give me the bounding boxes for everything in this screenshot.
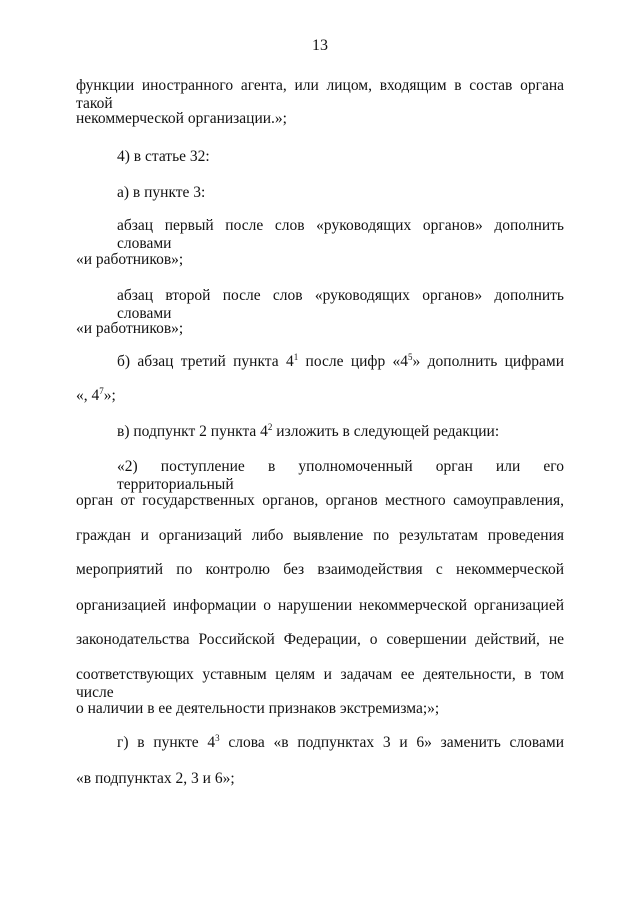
list-item-b: [117, 353, 564, 371]
text-segment: слова «в подпунктах 3 и 6» заменить словами: [219, 734, 564, 751]
text-line: о наличии в ее деятельности признаков экстремизма;»;: [76, 700, 440, 717]
superscript: 7: [99, 386, 104, 396]
superscript: 3: [215, 733, 220, 743]
text-line: абзац второй после слов «руководящих органов» дополнить словами: [117, 287, 564, 322]
text-segment: после цифр «4: [298, 353, 409, 370]
list-item-a: а) в пункте 3:: [117, 184, 206, 201]
text-line: абзац первый после слов «руководящих органов» дополнить словами: [117, 217, 564, 252]
list-item-4: 4) в статье 32:: [117, 148, 210, 165]
list-item-g: [117, 734, 564, 752]
text-line: орган от государственных органов, органов местного самоуправления,: [76, 492, 564, 509]
text-segment: »;: [103, 387, 116, 404]
text-segment: в) подпункт 2 пункта 4: [117, 423, 268, 440]
text-line: граждан и организаций либо выявление по результатам проведения: [76, 527, 564, 544]
superscript: 2: [267, 422, 273, 432]
text-segment: «, 4: [76, 387, 100, 404]
text-segment: г) в пункте 4: [117, 734, 216, 751]
text-segment: б) абзац третий пункта 4: [117, 353, 294, 370]
text-line: некоммерческой организации.»;: [76, 110, 287, 127]
superscript: 1: [293, 352, 299, 362]
text-line: организацией информации о нарушении некоммерческой организацией: [76, 597, 564, 614]
text-line: «и работников»;: [76, 320, 184, 337]
text-line: мероприятий по контролю без взаимодействия с некоммерческой: [76, 561, 564, 578]
list-item-v: [117, 423, 564, 441]
text-line: «в подпунктах 2, 3 и 6»;: [76, 770, 235, 787]
text-line: «и работников»;: [76, 251, 184, 268]
text-segment: » дополнить цифрами: [412, 353, 564, 370]
text-line: [76, 387, 564, 405]
page-number: 13: [312, 37, 328, 54]
text-line: законодательства Российской Федерации, о совершении действий, не: [76, 631, 564, 648]
text-line: «2) поступление в уполномоченный орган или его территориальный: [117, 458, 564, 493]
superscript: 5: [408, 352, 413, 362]
text-segment: изложить в следующей редакции:: [272, 423, 500, 440]
text-line: соответствующих уставным целям и задачам ее деятельности, в том числе: [76, 666, 564, 701]
text-line: функции иностранного агента, или лицом, входящим в состав органа такой: [76, 77, 564, 112]
